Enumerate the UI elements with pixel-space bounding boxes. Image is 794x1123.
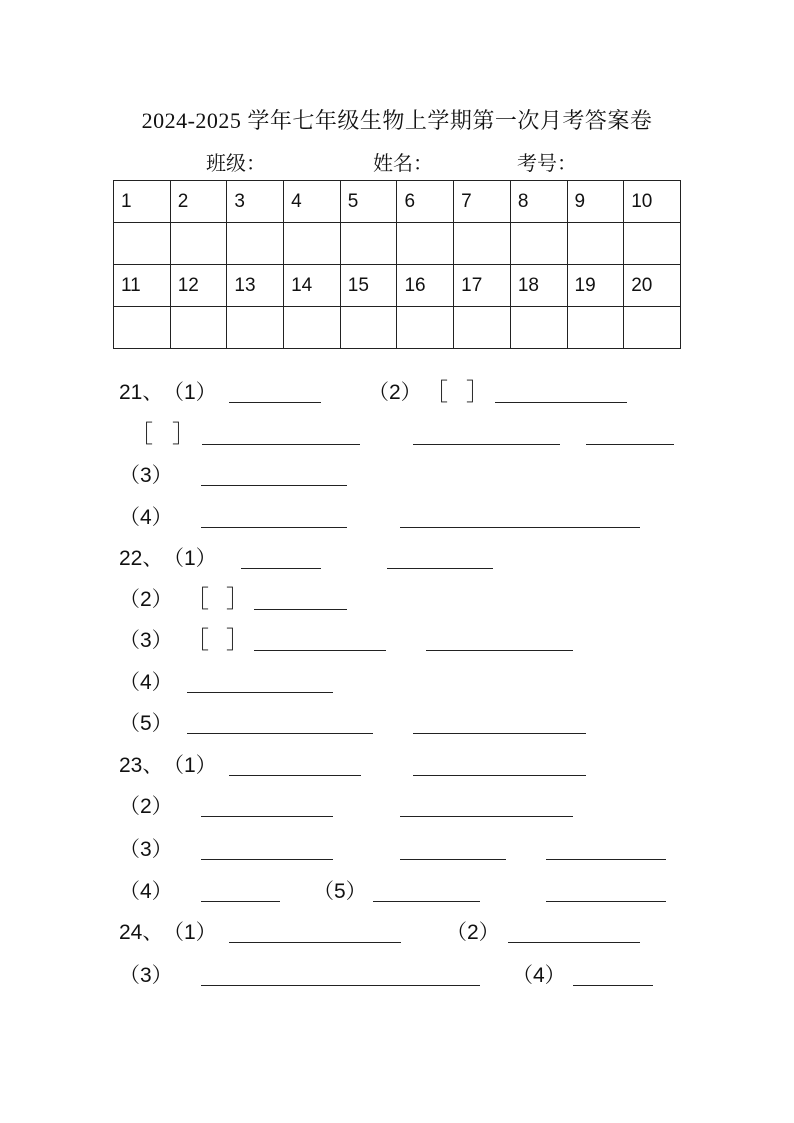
answer-blank[interactable] xyxy=(546,901,666,902)
question-number-cell: 2 xyxy=(170,181,227,223)
page-title: 2024-2025 学年七年级生物上学期第一次月考答案卷 xyxy=(141,108,653,133)
answer-cell[interactable] xyxy=(340,307,397,349)
exam-number-label: 考号： xyxy=(517,153,577,175)
q23-line-3 xyxy=(0,837,794,867)
answer-cell[interactable] xyxy=(170,307,227,349)
open-bracket: ［ xyxy=(185,626,209,654)
answer-cell[interactable] xyxy=(567,307,624,349)
answer-blank[interactable] xyxy=(573,985,653,986)
class-label: 班级： xyxy=(206,153,266,175)
answer-blank[interactable] xyxy=(254,650,386,651)
open-bracket: ［ xyxy=(129,420,153,448)
answer-cell[interactable] xyxy=(340,223,397,265)
answer-blank[interactable] xyxy=(413,444,560,445)
answer-blank[interactable] xyxy=(229,402,321,403)
part-label: （4） xyxy=(119,506,173,529)
question-number-cell: 16 xyxy=(397,265,454,307)
answer-blank[interactable] xyxy=(413,775,586,776)
close-bracket: ］ xyxy=(226,585,250,613)
question-number-cell: 5 xyxy=(340,181,397,223)
answer-blank[interactable] xyxy=(241,568,321,569)
question-number: 21、 xyxy=(119,381,164,404)
q24-line-2 xyxy=(0,963,794,993)
question-number-cell: 7 xyxy=(454,181,511,223)
q21-line-1 xyxy=(0,380,794,410)
question-number-cell: 4 xyxy=(284,181,341,223)
answer-blank[interactable] xyxy=(373,901,480,902)
answer-blank[interactable] xyxy=(201,527,347,528)
answer-cell[interactable] xyxy=(454,307,511,349)
answer-cell[interactable] xyxy=(454,223,511,265)
answer-blank[interactable] xyxy=(187,733,373,734)
question-number: 22、 xyxy=(119,547,164,570)
question-number-cell: 17 xyxy=(454,265,511,307)
answer-blank[interactable] xyxy=(229,775,361,776)
close-bracket: ］ xyxy=(172,420,196,448)
question-number-row xyxy=(114,181,681,223)
answer-cell[interactable] xyxy=(397,223,454,265)
answer-cell[interactable] xyxy=(227,223,284,265)
answer-cell[interactable] xyxy=(624,223,681,265)
q23-line-1 xyxy=(0,753,794,783)
question-number-cell: 6 xyxy=(397,181,454,223)
q21-line-3 xyxy=(0,463,794,493)
part-label: （2） xyxy=(119,588,173,611)
q23-line-2 xyxy=(0,794,794,824)
question-number-cell: 19 xyxy=(567,265,624,307)
q23-line-4 xyxy=(0,879,794,909)
part-label: （2） xyxy=(119,795,173,818)
answer-cell[interactable] xyxy=(114,307,171,349)
part-label: （4） xyxy=(119,880,173,903)
question-number-cell: 3 xyxy=(227,181,284,223)
question-number-cell: 12 xyxy=(170,265,227,307)
answer-blank[interactable] xyxy=(201,859,333,860)
answer-cell[interactable] xyxy=(397,307,454,349)
part-label: （3） xyxy=(119,964,173,987)
q21-line-2 xyxy=(0,422,794,452)
answer-cell[interactable] xyxy=(114,223,171,265)
part-label: （4） xyxy=(512,964,566,987)
q22-line-5 xyxy=(0,711,794,741)
answer-cell[interactable] xyxy=(510,307,567,349)
answer-blank[interactable] xyxy=(413,733,586,734)
answer-cell[interactable] xyxy=(567,223,624,265)
part-label: （3） xyxy=(119,838,173,861)
answer-cell[interactable] xyxy=(510,223,567,265)
question-number-cell: 20 xyxy=(624,265,681,307)
answer-blank[interactable] xyxy=(201,485,347,486)
answer-blank[interactable] xyxy=(400,816,573,817)
answer-blank[interactable] xyxy=(508,942,640,943)
part-label: （1） xyxy=(163,381,217,404)
answer-cell[interactable] xyxy=(170,223,227,265)
question-number-cell: 1 xyxy=(114,181,171,223)
part-label: （3） xyxy=(119,464,173,487)
question-number-cell: 9 xyxy=(567,181,624,223)
answer-blank[interactable] xyxy=(586,444,674,445)
answer-blank[interactable] xyxy=(387,568,493,569)
answer-cell[interactable] xyxy=(227,307,284,349)
open-bracket: ［ xyxy=(424,378,448,406)
question-number-row xyxy=(114,265,681,307)
part-label: （4） xyxy=(119,671,173,694)
answer-blank[interactable] xyxy=(254,609,347,610)
answer-blank[interactable] xyxy=(495,402,627,403)
q22-line-1 xyxy=(0,546,794,576)
answer-row xyxy=(114,307,681,349)
answer-blank[interactable] xyxy=(202,444,360,445)
question-number-cell: 8 xyxy=(510,181,567,223)
answer-blank[interactable] xyxy=(400,859,506,860)
question-number-cell: 11 xyxy=(114,265,171,307)
open-bracket: ［ xyxy=(185,585,209,613)
answer-blank[interactable] xyxy=(426,650,573,651)
name-label: 姓名： xyxy=(373,153,433,175)
answer-blank[interactable] xyxy=(187,692,333,693)
question-number: 24、 xyxy=(119,921,164,944)
question-number-cell: 18 xyxy=(510,265,567,307)
answer-blank[interactable] xyxy=(201,901,280,902)
part-label: （5） xyxy=(119,712,173,735)
q22-line-4 xyxy=(0,670,794,700)
answer-blank[interactable] xyxy=(201,985,480,986)
q21-line-4 xyxy=(0,505,794,535)
part-label: （1） xyxy=(163,754,217,777)
answer-blank[interactable] xyxy=(229,942,401,943)
question-number: 23、 xyxy=(119,754,164,777)
part-label: （2） xyxy=(368,381,422,404)
multiple-choice-answer-table xyxy=(113,180,681,349)
q22-line-2 xyxy=(0,587,794,617)
close-bracket: ］ xyxy=(226,626,250,654)
question-number-cell: 13 xyxy=(227,265,284,307)
question-number-cell: 15 xyxy=(340,265,397,307)
close-bracket: ］ xyxy=(466,378,490,406)
part-label: （3） xyxy=(119,629,173,652)
answer-cell[interactable] xyxy=(624,307,681,349)
answer-blank[interactable] xyxy=(400,527,640,528)
part-label: （2） xyxy=(446,921,500,944)
part-label: （1） xyxy=(163,547,217,570)
answer-blank[interactable] xyxy=(546,859,666,860)
q22-line-3 xyxy=(0,628,794,658)
question-number-cell: 10 xyxy=(624,181,681,223)
question-number-cell: 14 xyxy=(284,265,341,307)
answer-cell[interactable] xyxy=(284,223,341,265)
answer-cell[interactable] xyxy=(284,307,341,349)
part-label: （5） xyxy=(313,880,367,903)
q24-line-1 xyxy=(0,920,794,950)
answer-row xyxy=(114,223,681,265)
part-label: （1） xyxy=(163,921,217,944)
answer-blank[interactable] xyxy=(201,816,333,817)
